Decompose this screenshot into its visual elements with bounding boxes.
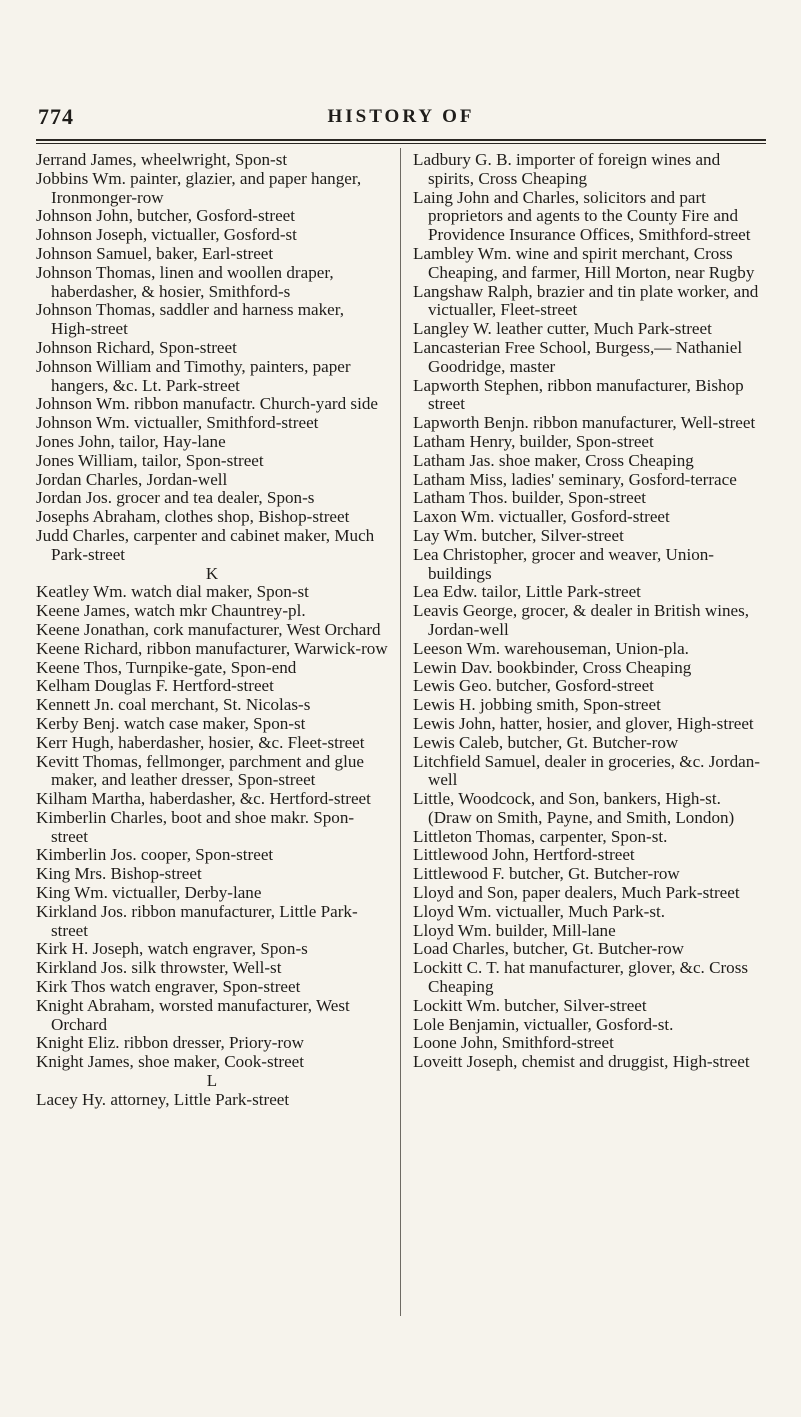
directory-entry: Littleton Thomas, carpenter, Spon-st.	[413, 826, 668, 846]
directory-entry: Johnson Wm. ribbon manufactr. Church-yard side	[36, 394, 378, 414]
directory-entry: Lole Benjamin, victualler, Gosford-st.	[413, 1014, 674, 1034]
directory-entry: Kerby Benj. watch case maker, Spon-st	[36, 713, 306, 733]
directory-entry: Lewis Caleb, butcher, Gt. Butcher-row	[413, 732, 679, 752]
directory-entry: Ladbury G. B. importer of foreign wines and spirits, Cross Cheaping	[413, 150, 721, 188]
directory-entry: Jones John, tailor, Hay-lane	[36, 431, 226, 451]
directory-entry: Little, Woodcock, and Son, bankers, High-st. (Draw on Smith, Payne, and Smith, London)	[413, 789, 735, 827]
directory-entry: Jobbins Wm. painter, glazier, and paper hanger, Ironmonger-row	[36, 168, 362, 207]
directory-entry: Laxon Wm. victualler, Gosford-street	[413, 507, 670, 527]
directory-entry: Kirk Thos watch engraver, Spon-street	[36, 977, 301, 997]
directory-entry: Lewin Dav. bookbinder, Cross Cheaping	[413, 657, 692, 677]
directory-entry: Lea Edw. tailor, Little Park-street	[413, 582, 641, 602]
directory-entry: Langshaw Ralph, brazier and tin plate worker, and victualler, Fleet-street	[413, 281, 759, 320]
directory-entry: Lambley Wm. wine and spirit merchant, Cross Cheaping, and farmer, Hill Morton, near Rugby	[413, 243, 755, 282]
directory-entry: Laing John and Charles, solicitors and part proprietors and agents to the County Fire and Providence Insurance Offices, Smithford-street	[413, 187, 751, 245]
directory-entry: Johnson William and Timothy, painters, paper hangers, &c. Lt. Park-street	[36, 356, 351, 395]
directory-entry: Keene James, watch mkr Chauntrey-pl.	[36, 601, 306, 621]
directory-entry: Kimberlin Charles, boot and shoe makr. Spon-street	[36, 807, 355, 846]
section-letter: K	[205, 563, 219, 583]
directory-entry: Kimberlin Jos. cooper, Spon-street	[36, 845, 274, 865]
directory-entry: Littlewood John, Hertford-street	[413, 845, 635, 865]
directory-entry: Keene Richard, ribbon manufacturer, Warwick-row	[36, 638, 388, 658]
directory-entry: Knight James, shoe maker, Cook-street	[36, 1052, 305, 1072]
directory-entry: Kirkland Jos. ribbon manufacturer, Little Park-street	[36, 901, 358, 940]
directory-entry: King Wm. victualler, Derby-lane	[36, 883, 262, 903]
directory-entry: Langley W. leather cutter, Much Park-street	[413, 319, 712, 339]
directory-entry: Josephs Abraham, clothes shop, Bishop-street	[36, 507, 350, 527]
directory-entry: Kevitt Thomas, fellmonger, parchment and glue maker, and leather dresser, Spon-street	[36, 751, 364, 790]
directory-entry: Jones William, tailor, Spon-street	[36, 450, 264, 470]
directory-entry: Load Charles, butcher, Gt. Butcher-row	[413, 939, 684, 959]
directory-entry: Lewis Geo. butcher, Gosford-street	[413, 676, 654, 696]
directory-entry: Judd Charles, carpenter and cabinet maker, Much Park-street	[36, 525, 375, 564]
directory-entry: Keatley Wm. watch dial maker, Spon-st	[36, 582, 309, 602]
directory-entry: Johnson John, butcher, Gosford-street	[36, 206, 296, 226]
section-letter: L	[206, 1071, 218, 1091]
directory-entry: Jerrand James, wheelwright, Spon-st	[36, 150, 288, 169]
directory-entry: Knight Abraham, worsted manufacturer, West Orchard	[36, 995, 350, 1034]
directory-entry: Kerr Hugh, haberdasher, hosier, &c. Fleet-street	[36, 732, 365, 752]
directory-entry: Lancasterian Free School, Burgess,— Nathaniel Goodridge, master	[413, 337, 743, 376]
directory-entry: Lockitt Wm. butcher, Silver-street	[413, 995, 647, 1015]
directory-entry: Latham Miss, ladies' seminary, Gosford-terrace	[413, 469, 737, 489]
directory-entry: Lacey Hy. attorney, Little Park-street	[36, 1089, 290, 1109]
directory-entry: Johnson Joseph, victualler, Gosford-st	[36, 225, 297, 245]
directory-entry: Lapworth Stephen, ribbon manufacturer, Bishop street	[413, 375, 744, 414]
directory-entry: Kelham Douglas F. Hertford-street	[36, 676, 274, 696]
directory-entry: Latham Jas. shoe maker, Cross Cheaping	[413, 450, 694, 470]
directory-entry: Latham Thos. builder, Spon-street	[413, 488, 647, 508]
directory-entry: Kennett Jn. coal merchant, St. Nicolas-s	[36, 695, 311, 715]
directory-entry: Johnson Thomas, saddler and harness maker, High-street	[36, 300, 345, 339]
directory-entry: Lewis H. jobbing smith, Spon-street	[413, 695, 661, 715]
directory-entry: Knight Eliz. ribbon dresser, Priory-row	[36, 1033, 305, 1053]
directory-entry: King Mrs. Bishop-street	[36, 864, 202, 884]
directory-entry: Kilham Martha, haberdasher, &c. Hertford-street	[36, 789, 371, 809]
directory-entry: Loone John, Smithford-street	[413, 1033, 614, 1053]
left-column	[36, 151, 388, 1110]
directory-entry: Littlewood F. butcher, Gt. Butcher-row	[413, 864, 680, 884]
page-number: 774	[38, 104, 74, 129]
directory-entry: Johnson Thomas, linen and woollen draper, haberdasher, & hosier, Smithford-s	[36, 262, 334, 301]
directory-entry: Latham Henry, builder, Spon-street	[413, 431, 654, 451]
directory-entry: Loveitt Joseph, chemist and druggist, High-street	[413, 1052, 750, 1072]
directory-entry: Litchfield Samuel, dealer in groceries, &c. Jordan-well	[413, 751, 760, 790]
directory-entry: Lay Wm. butcher, Silver-street	[413, 525, 624, 545]
running-title: HISTORY OF	[327, 106, 475, 127]
directory-entry: Leavis George, grocer, & dealer in British wines, Jordan-well	[413, 601, 750, 639]
directory-entry: Leeson Wm. warehouseman, Union-pla.	[413, 638, 689, 658]
right-column	[413, 151, 765, 1072]
directory-entry: Johnson Samuel, baker, Earl-street	[36, 243, 274, 263]
directory-entry: Kirk H. Joseph, watch engraver, Spon-s	[36, 939, 308, 959]
column-divider	[400, 148, 401, 1316]
header-rule-thin	[36, 143, 766, 144]
directory-entry: Lloyd and Son, paper dealers, Much Park-street	[413, 883, 740, 903]
header-rule-thick	[36, 139, 766, 141]
directory-entry: Jordan Jos. grocer and tea dealer, Spon-s	[36, 488, 315, 508]
directory-entry: Keene Jonathan, cork manufacturer, West Orchard	[36, 619, 381, 639]
directory-entry: Lockitt C. T. hat manufacturer, glover, &c. Cross Cheaping	[413, 958, 749, 997]
directory-entry: Jordan Charles, Jordan-well	[36, 469, 228, 489]
directory-entry: Keene Thos, Turnpike-gate, Spon-end	[36, 657, 297, 677]
directory-entry: Lloyd Wm. victualler, Much Park-st.	[413, 901, 666, 921]
directory-entry: Lloyd Wm. builder, Mill-lane	[413, 920, 616, 940]
directory-entry: Johnson Wm. victualler, Smithford-street	[36, 413, 319, 433]
directory-entry: Lea Christopher, grocer and weaver, Union-buildings	[413, 544, 714, 583]
page-header	[36, 104, 766, 138]
directory-entry: Johnson Richard, Spon-street	[36, 337, 237, 357]
directory-entry: Kirkland Jos. silk throwster, Well-st	[36, 958, 282, 978]
directory-entry: Lewis John, hatter, hosier, and glover, High-street	[413, 713, 754, 733]
directory-entry: Lapworth Benjn. ribbon manufacturer, Well-street	[413, 413, 756, 433]
